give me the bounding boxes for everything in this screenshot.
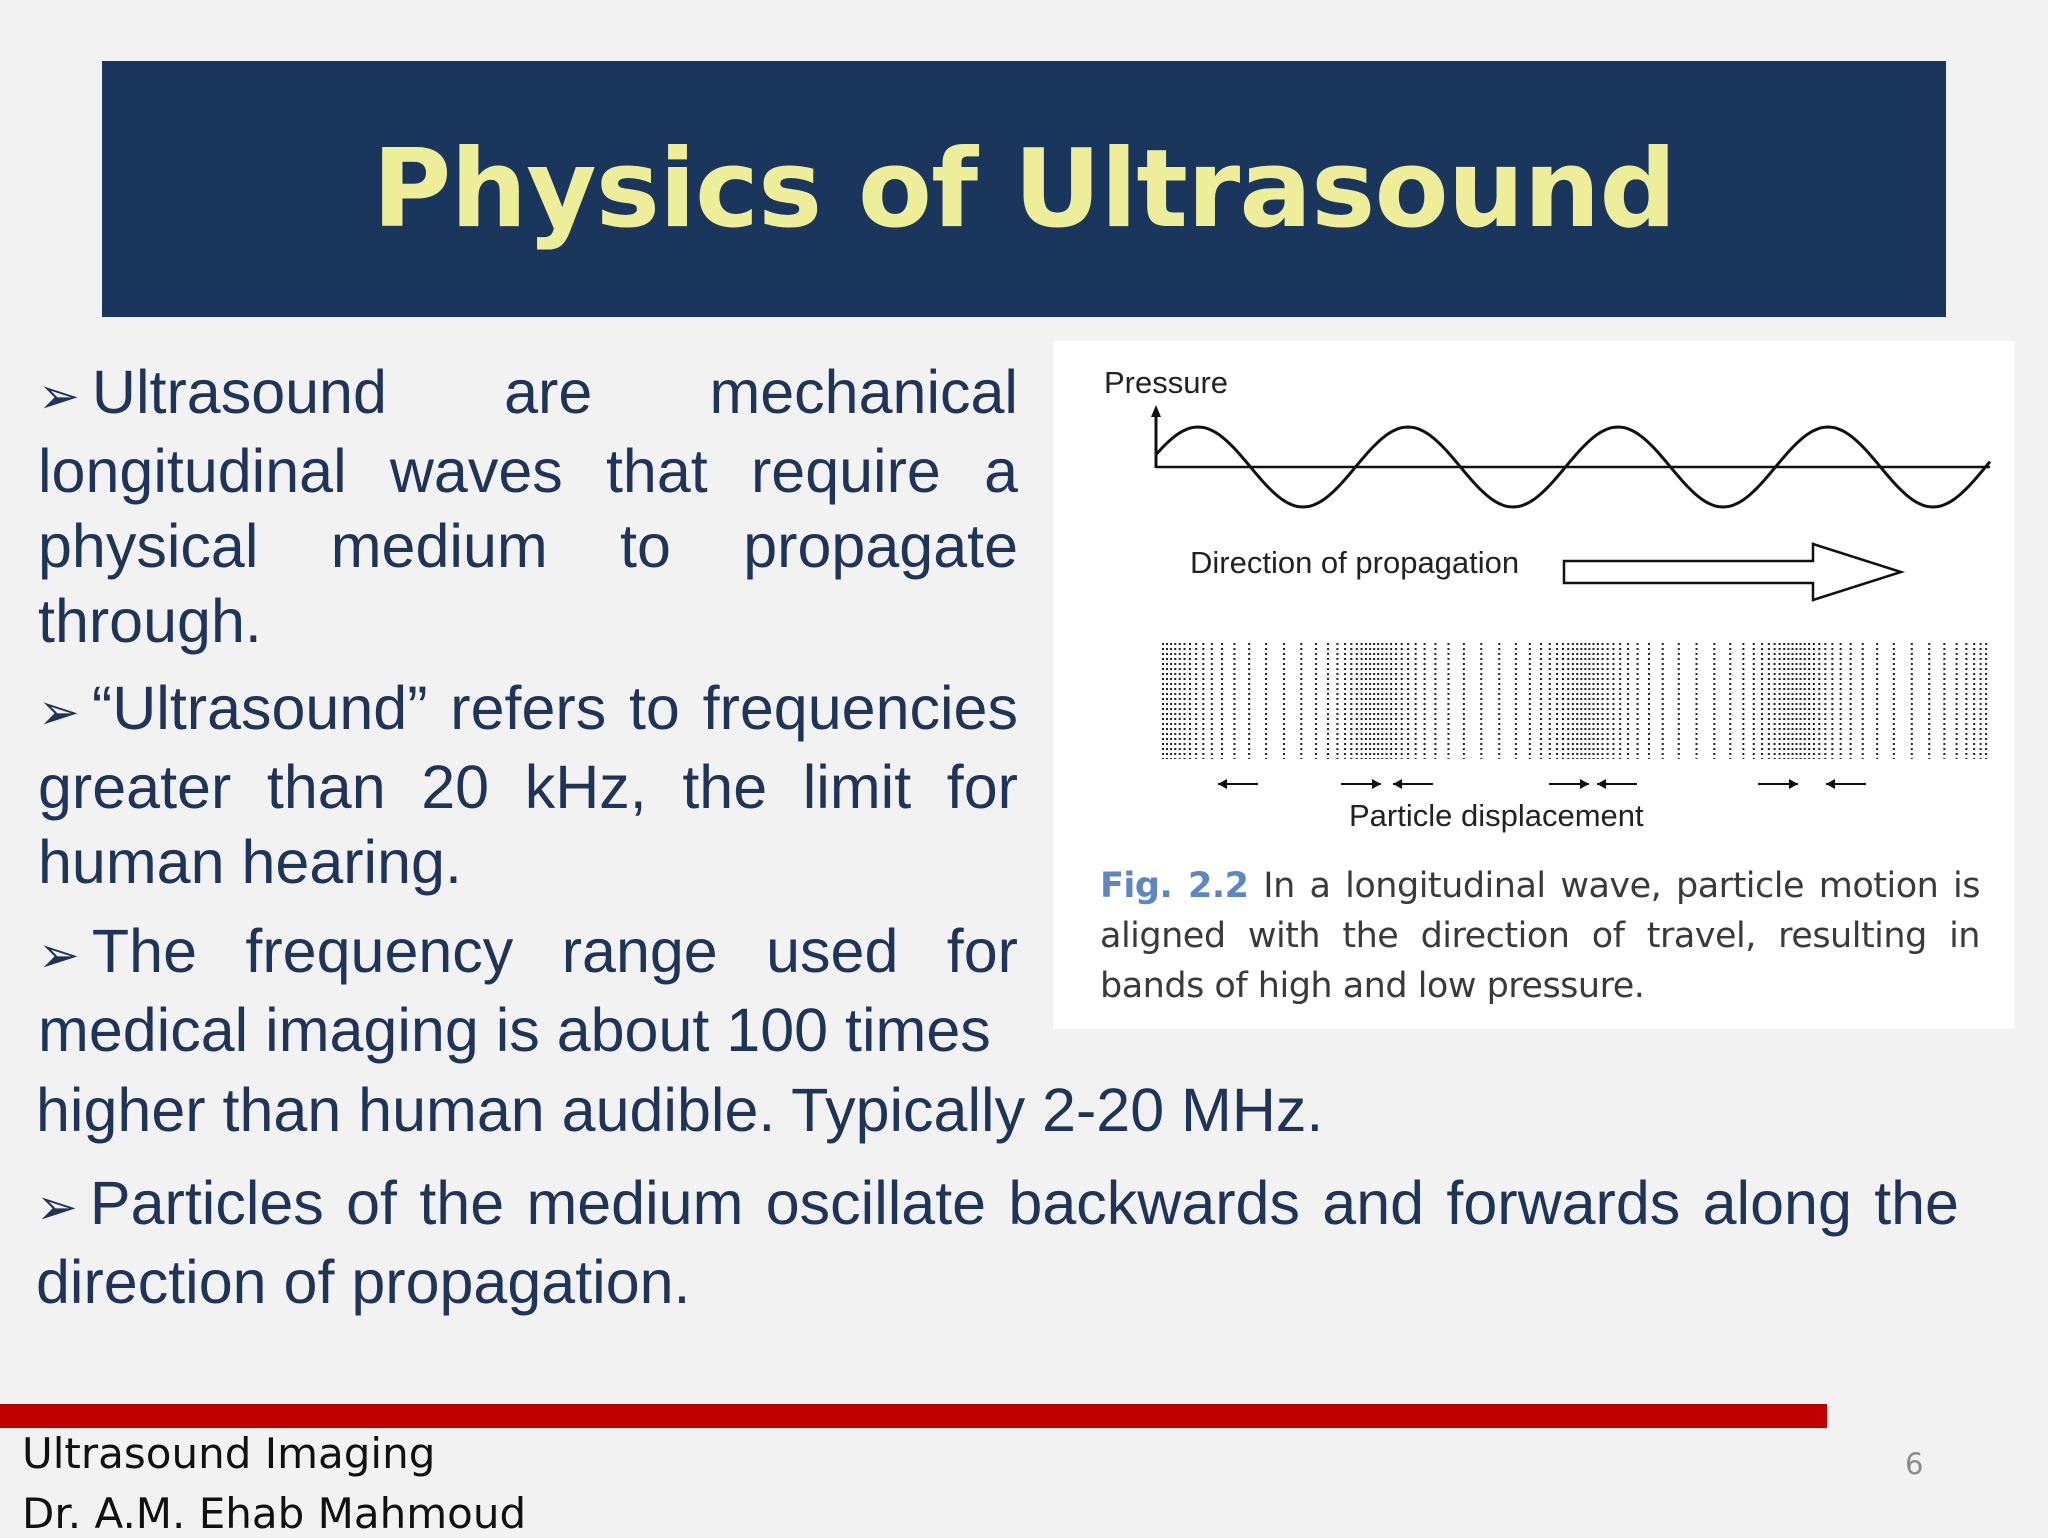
displacement-arrowhead — [1218, 779, 1227, 789]
bullet-arrow-icon: ➢ — [38, 683, 80, 741]
figure-caption-text: In a longitudinal wave, particle motion is aligned with the direction of travel, resulting in bands of high and low pressure. — [1100, 866, 1980, 1006]
displacement-label: Particle displacement — [1349, 798, 1644, 833]
displacement-arrowhead — [1789, 779, 1798, 789]
slide-title: Physics of Ultrasound — [372, 126, 1676, 252]
direction-label: Direction of propagation — [1190, 545, 1520, 580]
pressure-axis-arrowhead — [1151, 405, 1161, 417]
bullet-4 — [36, 1166, 1959, 1320]
bullet-1 — [38, 355, 1018, 659]
bullet-arrow-icon: ➢ — [38, 367, 80, 425]
page-number: 6 — [1905, 1447, 1924, 1481]
title-banner — [102, 61, 1946, 317]
bullet-3-text: The frequency range used for medical imaging is about 100 times — [38, 917, 1018, 1064]
figure-caption — [1100, 861, 1980, 1011]
displacement-arrowhead — [1393, 779, 1402, 789]
propagation-arrow — [1564, 544, 1901, 600]
displacement-arrowhead — [1826, 779, 1835, 789]
figure-label: Fig. 2.2 — [1100, 866, 1249, 906]
bullet-1-text: Ultrasound are mechanical longitudinal waves that require a physical medium to propagate through. — [38, 358, 1018, 655]
pressure-label: Pressure — [1104, 365, 1229, 400]
particle-density-bands — [1163, 643, 1986, 759]
displacement-arrowhead — [1372, 779, 1381, 789]
displacement-arrowhead — [1580, 779, 1589, 789]
displacement-arrowhead — [1597, 779, 1606, 789]
bullet-2 — [38, 671, 1018, 900]
bullet-3-continuation: higher than human audible. Typically 2-20 MHz. — [36, 1076, 1324, 1144]
bullet-4-text: Particles of the medium oscillate backwards and forwards along the direction of propagation. — [36, 1169, 1959, 1316]
footer-divider — [0, 1404, 1827, 1428]
bullet-2-text: “Ultrasound” refers to frequencies greater than 20 kHz, the limit for human hearing. — [38, 674, 1018, 896]
bullet-3 — [38, 914, 1018, 1068]
wave-diagram — [1053, 341, 2015, 841]
bullet-arrow-icon: ➢ — [36, 1178, 78, 1236]
longitudinal-wave-figure — [1053, 341, 2015, 1029]
footer-author: Dr. A.M. Ehab Mahmoud — [22, 1489, 527, 1538]
footer-course: Ultrasound Imaging — [22, 1429, 436, 1478]
displacement-arrows — [1218, 779, 1866, 789]
bullet-arrow-icon: ➢ — [38, 926, 80, 984]
